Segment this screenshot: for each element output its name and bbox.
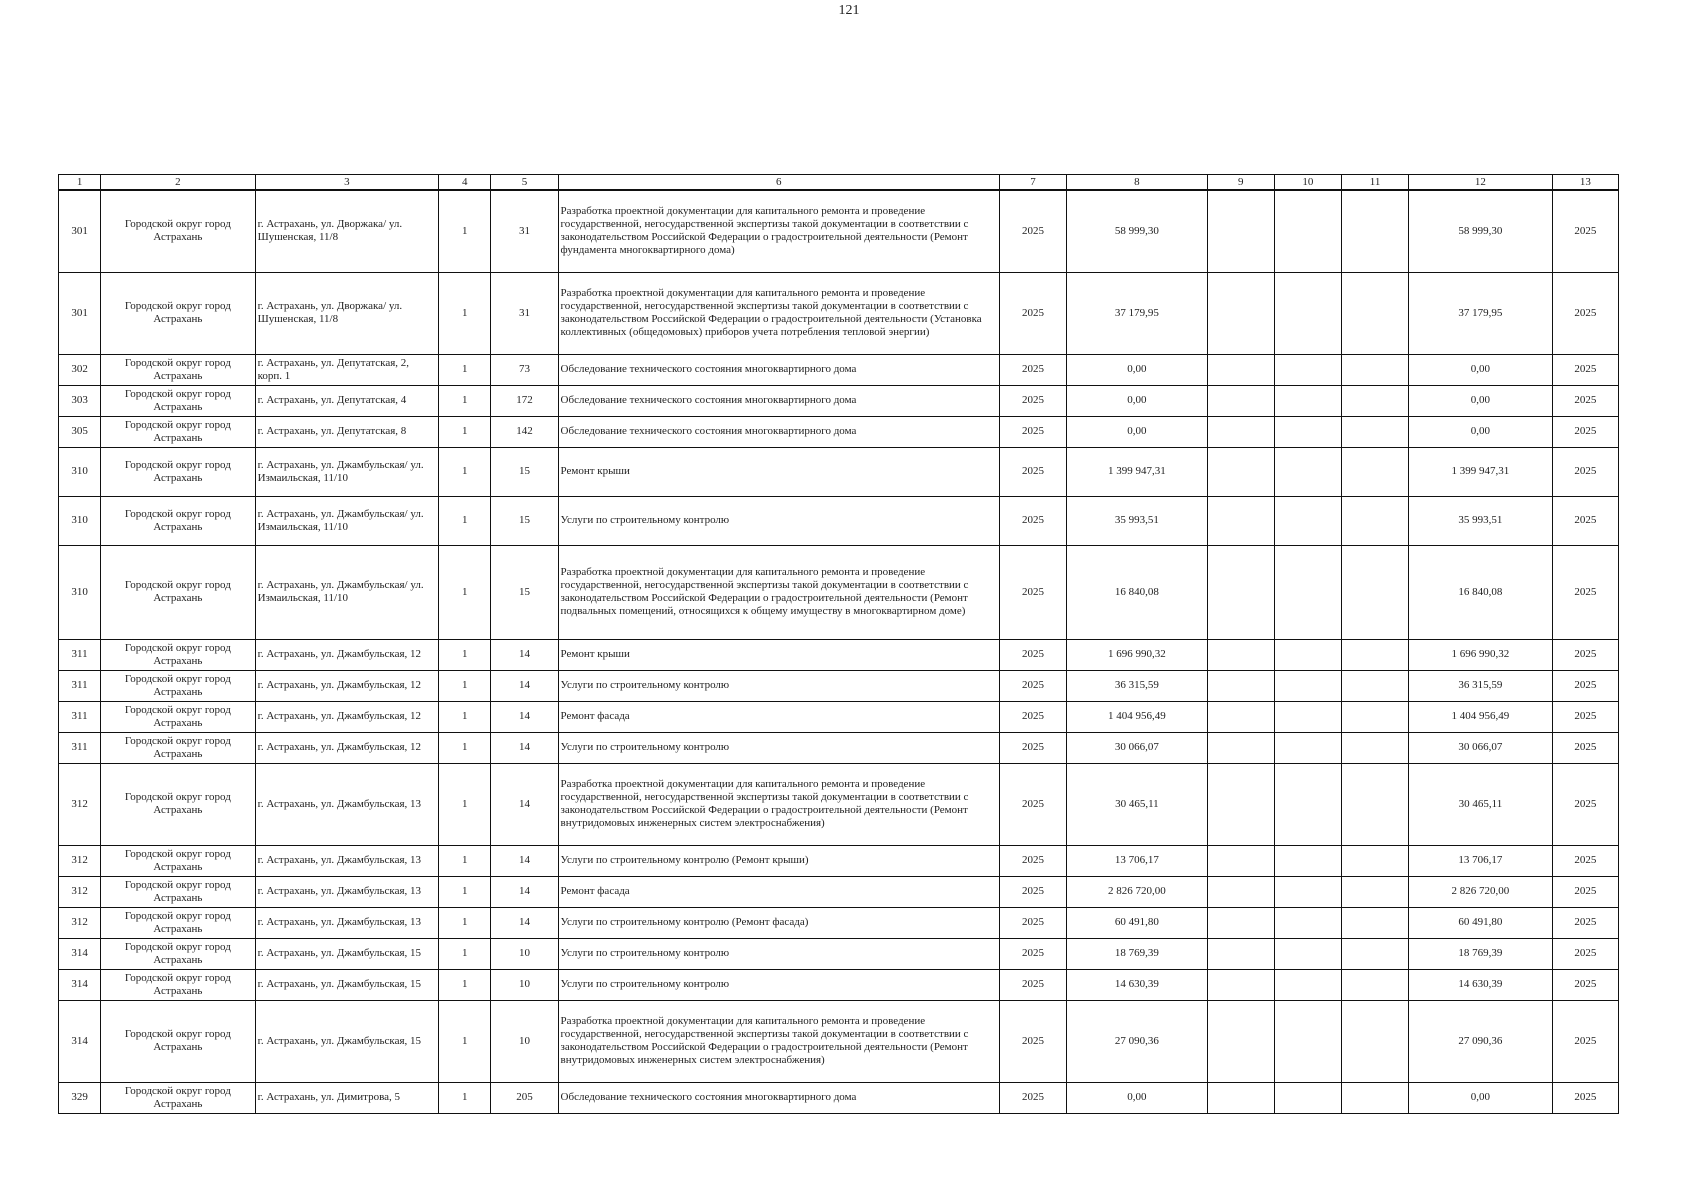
- address-cell: г. Астрахань, ул. Джамбульская, 12: [255, 639, 439, 670]
- col9-cell: [1207, 763, 1274, 845]
- cost-total-cell: 16 840,08: [1409, 545, 1552, 639]
- municipality-cell: Городской округ город Астрахань: [101, 272, 255, 354]
- table-row: [59, 876, 1619, 907]
- cost-total-cell: 0,00: [1409, 354, 1552, 385]
- col4-cell: 1: [439, 701, 491, 732]
- cost-cell: 30 066,07: [1067, 732, 1207, 763]
- work-description-cell: Обследование технического состояния многоквартирного дома: [558, 1082, 999, 1113]
- col10-cell: [1274, 385, 1341, 416]
- year-cell: 2025: [999, 1082, 1066, 1113]
- completion-year-cell: 2025: [1552, 416, 1618, 447]
- row-number: 312: [59, 907, 101, 938]
- col10-cell: [1274, 272, 1341, 354]
- row-number: 312: [59, 763, 101, 845]
- col4-cell: 1: [439, 545, 491, 639]
- column-header-13: 13: [1552, 175, 1618, 191]
- row-number: 310: [59, 447, 101, 496]
- table-row: [59, 701, 1619, 732]
- col4-cell: 1: [439, 907, 491, 938]
- cost-cell: 1 399 947,31: [1067, 447, 1207, 496]
- col9-cell: [1207, 639, 1274, 670]
- col5-cell: 14: [491, 845, 558, 876]
- column-header-12: 12: [1409, 175, 1552, 191]
- year-cell: 2025: [999, 938, 1066, 969]
- cost-cell: 0,00: [1067, 354, 1207, 385]
- row-number: 312: [59, 876, 101, 907]
- col4-cell: 1: [439, 496, 491, 545]
- col10-cell: [1274, 496, 1341, 545]
- cost-cell: 0,00: [1067, 385, 1207, 416]
- municipality-cell: Городской округ город Астрахань: [101, 907, 255, 938]
- col11-cell: [1342, 938, 1409, 969]
- col9-cell: [1207, 969, 1274, 1000]
- year-cell: 2025: [999, 907, 1066, 938]
- col10-cell: [1274, 763, 1341, 845]
- col5-cell: 142: [491, 416, 558, 447]
- col4-cell: 1: [439, 969, 491, 1000]
- column-header-10: 10: [1274, 175, 1341, 191]
- column-header-5: 5: [491, 175, 558, 191]
- col5-cell: 14: [491, 732, 558, 763]
- cost-cell: 18 769,39: [1067, 938, 1207, 969]
- work-description-cell: Разработка проектной документации для капитального ремонта и проведение государственной, негосударственной экспертизы такой документации в соответствии с законодательством Российской Федерации о градостроительной деятельности (Ремонт внутридомовых инженерных систем электроснабжения): [558, 763, 999, 845]
- col9-cell: [1207, 1082, 1274, 1113]
- work-description-cell: Обследование технического состояния многоквартирного дома: [558, 416, 999, 447]
- row-number: 314: [59, 938, 101, 969]
- col5-cell: 15: [491, 496, 558, 545]
- col11-cell: [1342, 1082, 1409, 1113]
- row-number: 311: [59, 732, 101, 763]
- col10-cell: [1274, 1000, 1341, 1082]
- address-cell: г. Астрахань, ул. Джамбульская, 15: [255, 1000, 439, 1082]
- work-description-cell: Разработка проектной документации для капитального ремонта и проведение государственной, негосударственной экспертизы такой документации в соответствии с законодательством Российской Федерации о градостроительной деятельности (Ремонт внутридомовых инженерных систем электроснабжения): [558, 1000, 999, 1082]
- col10-cell: [1274, 876, 1341, 907]
- col10-cell: [1274, 545, 1341, 639]
- completion-year-cell: 2025: [1552, 938, 1618, 969]
- table-row: [59, 907, 1619, 938]
- col5-cell: 14: [491, 876, 558, 907]
- table-row: [59, 545, 1619, 639]
- col11-cell: [1342, 447, 1409, 496]
- table-row: [59, 763, 1619, 845]
- row-number: 301: [59, 190, 101, 272]
- column-header-2: 2: [101, 175, 255, 191]
- municipality-cell: Городской округ город Астрахань: [101, 969, 255, 1000]
- col4-cell: 1: [439, 732, 491, 763]
- municipality-cell: Городской округ город Астрахань: [101, 1000, 255, 1082]
- completion-year-cell: 2025: [1552, 845, 1618, 876]
- col11-cell: [1342, 763, 1409, 845]
- completion-year-cell: 2025: [1552, 969, 1618, 1000]
- municipality-cell: Городской округ город Астрахань: [101, 545, 255, 639]
- col5-cell: 15: [491, 447, 558, 496]
- cost-cell: 35 993,51: [1067, 496, 1207, 545]
- col5-cell: 14: [491, 639, 558, 670]
- col5-cell: 14: [491, 907, 558, 938]
- column-header-8: 8: [1067, 175, 1207, 191]
- year-cell: 2025: [999, 876, 1066, 907]
- col4-cell: 1: [439, 845, 491, 876]
- completion-year-cell: 2025: [1552, 732, 1618, 763]
- cost-total-cell: 35 993,51: [1409, 496, 1552, 545]
- col11-cell: [1342, 907, 1409, 938]
- col10-cell: [1274, 447, 1341, 496]
- cost-cell: 0,00: [1067, 416, 1207, 447]
- work-description-cell: Разработка проектной документации для капитального ремонта и проведение государственной, негосударственной экспертизы такой документации в соответствии с законодательством Российской Федерации о градостроительной деятельности (Ремонт подвальных помещений, относящихся к общему имуществу в многоквартирном доме): [558, 545, 999, 639]
- year-cell: 2025: [999, 272, 1066, 354]
- municipality-cell: Городской округ город Астрахань: [101, 845, 255, 876]
- col10-cell: [1274, 732, 1341, 763]
- cost-cell: 36 315,59: [1067, 670, 1207, 701]
- completion-year-cell: 2025: [1552, 763, 1618, 845]
- municipality-cell: Городской округ город Астрахань: [101, 670, 255, 701]
- row-number: 310: [59, 496, 101, 545]
- col10-cell: [1274, 639, 1341, 670]
- cost-total-cell: 37 179,95: [1409, 272, 1552, 354]
- col4-cell: 1: [439, 354, 491, 385]
- work-description-cell: Обследование технического состояния многоквартирного дома: [558, 354, 999, 385]
- col10-cell: [1274, 416, 1341, 447]
- cost-cell: 30 465,11: [1067, 763, 1207, 845]
- address-cell: г. Астрахань, ул. Дворжака/ ул. Шушенская, 11/8: [255, 190, 439, 272]
- address-cell: г. Астрахань, ул. Джамбульская, 13: [255, 876, 439, 907]
- year-cell: 2025: [999, 496, 1066, 545]
- cost-cell: 37 179,95: [1067, 272, 1207, 354]
- cost-cell: 27 090,36: [1067, 1000, 1207, 1082]
- col11-cell: [1342, 416, 1409, 447]
- address-cell: г. Астрахань, ул. Депутатская, 8: [255, 416, 439, 447]
- cost-total-cell: 27 090,36: [1409, 1000, 1552, 1082]
- completion-year-cell: 2025: [1552, 876, 1618, 907]
- col4-cell: 1: [439, 190, 491, 272]
- col11-cell: [1342, 1000, 1409, 1082]
- address-cell: г. Астрахань, ул. Джамбульская, 13: [255, 763, 439, 845]
- table-row: [59, 272, 1619, 354]
- completion-year-cell: 2025: [1552, 272, 1618, 354]
- row-number: 314: [59, 1000, 101, 1082]
- completion-year-cell: 2025: [1552, 907, 1618, 938]
- year-cell: 2025: [999, 732, 1066, 763]
- year-cell: 2025: [999, 639, 1066, 670]
- table-row: [59, 1000, 1619, 1082]
- completion-year-cell: 2025: [1552, 545, 1618, 639]
- col11-cell: [1342, 354, 1409, 385]
- table-row: [59, 1082, 1619, 1113]
- col4-cell: 1: [439, 639, 491, 670]
- header-row: [59, 175, 1619, 191]
- col10-cell: [1274, 354, 1341, 385]
- col10-cell: [1274, 845, 1341, 876]
- address-cell: г. Астрахань, ул. Джамбульская, 13: [255, 907, 439, 938]
- table-row: [59, 670, 1619, 701]
- municipality-cell: Городской округ город Астрахань: [101, 190, 255, 272]
- completion-year-cell: 2025: [1552, 670, 1618, 701]
- table-row: [59, 938, 1619, 969]
- col4-cell: 1: [439, 670, 491, 701]
- col10-cell: [1274, 190, 1341, 272]
- page-number: 121: [838, 3, 860, 18]
- address-cell: г. Астрахань, ул. Джамбульская, 15: [255, 938, 439, 969]
- col10-cell: [1274, 670, 1341, 701]
- cost-total-cell: 18 769,39: [1409, 938, 1552, 969]
- col4-cell: 1: [439, 876, 491, 907]
- cost-cell: 2 826 720,00: [1067, 876, 1207, 907]
- col9-cell: [1207, 701, 1274, 732]
- table-row: [59, 447, 1619, 496]
- year-cell: 2025: [999, 385, 1066, 416]
- col4-cell: 1: [439, 272, 491, 354]
- cost-cell: 14 630,39: [1067, 969, 1207, 1000]
- col10-cell: [1274, 969, 1341, 1000]
- col11-cell: [1342, 190, 1409, 272]
- year-cell: 2025: [999, 354, 1066, 385]
- table-row: [59, 354, 1619, 385]
- col9-cell: [1207, 1000, 1274, 1082]
- year-cell: 2025: [999, 969, 1066, 1000]
- col11-cell: [1342, 272, 1409, 354]
- col5-cell: 10: [491, 938, 558, 969]
- cost-total-cell: 58 999,30: [1409, 190, 1552, 272]
- column-header-1: 1: [59, 175, 101, 191]
- completion-year-cell: 2025: [1552, 385, 1618, 416]
- col11-cell: [1342, 639, 1409, 670]
- col9-cell: [1207, 354, 1274, 385]
- col4-cell: 1: [439, 1000, 491, 1082]
- col11-cell: [1342, 545, 1409, 639]
- row-number: 314: [59, 969, 101, 1000]
- cost-total-cell: 14 630,39: [1409, 969, 1552, 1000]
- table-row: [59, 845, 1619, 876]
- cost-cell: 0,00: [1067, 1082, 1207, 1113]
- col11-cell: [1342, 670, 1409, 701]
- address-cell: г. Астрахань, ул. Джамбульская/ ул. Измаильская, 11/10: [255, 545, 439, 639]
- col9-cell: [1207, 447, 1274, 496]
- row-number: 311: [59, 670, 101, 701]
- cost-total-cell: 2 826 720,00: [1409, 876, 1552, 907]
- column-header-7: 7: [999, 175, 1066, 191]
- year-cell: 2025: [999, 845, 1066, 876]
- cost-total-cell: 1 399 947,31: [1409, 447, 1552, 496]
- row-number: 301: [59, 272, 101, 354]
- column-header-9: 9: [1207, 175, 1274, 191]
- cost-total-cell: 1 696 990,32: [1409, 639, 1552, 670]
- year-cell: 2025: [999, 763, 1066, 845]
- capital-repair-table: [58, 174, 1619, 1114]
- work-description-cell: Услуги по строительному контролю: [558, 938, 999, 969]
- row-number: 311: [59, 639, 101, 670]
- year-cell: 2025: [999, 701, 1066, 732]
- municipality-cell: Городской округ город Астрахань: [101, 763, 255, 845]
- cost-total-cell: 36 315,59: [1409, 670, 1552, 701]
- work-description-cell: Услуги по строительному контролю: [558, 969, 999, 1000]
- municipality-cell: Городской округ город Астрахань: [101, 1082, 255, 1113]
- col9-cell: [1207, 938, 1274, 969]
- work-description-cell: Обследование технического состояния многоквартирного дома: [558, 385, 999, 416]
- municipality-cell: Городской округ город Астрахань: [101, 354, 255, 385]
- col5-cell: 14: [491, 701, 558, 732]
- work-description-cell: Услуги по строительному контролю (Ремонт крыши): [558, 845, 999, 876]
- work-description-cell: Услуги по строительному контролю: [558, 670, 999, 701]
- table-row: [59, 190, 1619, 272]
- row-number: 312: [59, 845, 101, 876]
- address-cell: г. Астрахань, ул. Депутатская, 4: [255, 385, 439, 416]
- cost-total-cell: 60 491,80: [1409, 907, 1552, 938]
- col9-cell: [1207, 907, 1274, 938]
- municipality-cell: Городской округ город Астрахань: [101, 385, 255, 416]
- col4-cell: 1: [439, 385, 491, 416]
- col9-cell: [1207, 190, 1274, 272]
- col10-cell: [1274, 701, 1341, 732]
- municipality-cell: Городской округ город Астрахань: [101, 496, 255, 545]
- table-row: [59, 969, 1619, 1000]
- col5-cell: 73: [491, 354, 558, 385]
- cost-total-cell: 13 706,17: [1409, 845, 1552, 876]
- address-cell: г. Астрахань, ул. Джамбульская, 12: [255, 732, 439, 763]
- year-cell: 2025: [999, 447, 1066, 496]
- address-cell: г. Астрахань, ул. Депутатская, 2, корп. 1: [255, 354, 439, 385]
- col9-cell: [1207, 845, 1274, 876]
- col4-cell: 1: [439, 763, 491, 845]
- col11-cell: [1342, 845, 1409, 876]
- col5-cell: 205: [491, 1082, 558, 1113]
- completion-year-cell: 2025: [1552, 496, 1618, 545]
- col5-cell: 14: [491, 763, 558, 845]
- col5-cell: 31: [491, 190, 558, 272]
- col4-cell: 1: [439, 1082, 491, 1113]
- cost-cell: 16 840,08: [1067, 545, 1207, 639]
- column-header-3: 3: [255, 175, 439, 191]
- work-description-cell: Ремонт фасада: [558, 701, 999, 732]
- col5-cell: 14: [491, 670, 558, 701]
- col9-cell: [1207, 732, 1274, 763]
- work-description-cell: Разработка проектной документации для капитального ремонта и проведение государственной, негосударственной экспертизы такой документации в соответствии с законодательством Российской Федерации о градостроительной деятельности (Ремонт фундамента многоквартирного дома): [558, 190, 999, 272]
- work-description-cell: Ремонт крыши: [558, 639, 999, 670]
- municipality-cell: Городской округ город Астрахань: [101, 701, 255, 732]
- col11-cell: [1342, 732, 1409, 763]
- municipality-cell: Городской округ город Астрахань: [101, 639, 255, 670]
- col9-cell: [1207, 670, 1274, 701]
- address-cell: г. Астрахань, ул. Джамбульская, 12: [255, 670, 439, 701]
- completion-year-cell: 2025: [1552, 701, 1618, 732]
- work-description-cell: Ремонт фасада: [558, 876, 999, 907]
- work-description-cell: Разработка проектной документации для капитального ремонта и проведение государственной, негосударственной экспертизы такой документации в соответствии с законодательством Российской Федерации о градостроительной деятельности (Установка коллективных (общедомовых) приборов учета потребления тепловой энергии): [558, 272, 999, 354]
- col4-cell: 1: [439, 447, 491, 496]
- row-number: 305: [59, 416, 101, 447]
- col5-cell: 31: [491, 272, 558, 354]
- cost-total-cell: 0,00: [1409, 1082, 1552, 1113]
- work-description-cell: Услуги по строительному контролю: [558, 496, 999, 545]
- cost-cell: 58 999,30: [1067, 190, 1207, 272]
- col11-cell: [1342, 385, 1409, 416]
- col5-cell: 10: [491, 1000, 558, 1082]
- column-header-6: 6: [558, 175, 999, 191]
- col9-cell: [1207, 496, 1274, 545]
- table-body: [59, 190, 1619, 1113]
- work-description-cell: Услуги по строительному контролю (Ремонт фасада): [558, 907, 999, 938]
- address-cell: г. Астрахань, ул. Джамбульская/ ул. Измаильская, 11/10: [255, 496, 439, 545]
- municipality-cell: Городской округ город Астрахань: [101, 732, 255, 763]
- completion-year-cell: 2025: [1552, 1082, 1618, 1113]
- col11-cell: [1342, 701, 1409, 732]
- address-cell: г. Астрахань, ул. Джамбульская, 15: [255, 969, 439, 1000]
- row-number: 302: [59, 354, 101, 385]
- year-cell: 2025: [999, 1000, 1066, 1082]
- municipality-cell: Городской округ город Астрахань: [101, 938, 255, 969]
- col9-cell: [1207, 876, 1274, 907]
- address-cell: г. Астрахань, ул. Джамбульская, 12: [255, 701, 439, 732]
- cost-cell: 1 696 990,32: [1067, 639, 1207, 670]
- row-number: 311: [59, 701, 101, 732]
- cost-total-cell: 30 465,11: [1409, 763, 1552, 845]
- cost-cell: 60 491,80: [1067, 907, 1207, 938]
- col4-cell: 1: [439, 938, 491, 969]
- cost-total-cell: 0,00: [1409, 416, 1552, 447]
- col9-cell: [1207, 416, 1274, 447]
- col11-cell: [1342, 876, 1409, 907]
- col9-cell: [1207, 385, 1274, 416]
- cost-cell: 13 706,17: [1067, 845, 1207, 876]
- work-description-cell: Ремонт крыши: [558, 447, 999, 496]
- row-number: 310: [59, 545, 101, 639]
- cost-total-cell: 30 066,07: [1409, 732, 1552, 763]
- col5-cell: 10: [491, 969, 558, 1000]
- col5-cell: 15: [491, 545, 558, 639]
- cost-total-cell: 0,00: [1409, 385, 1552, 416]
- cost-total-cell: 1 404 956,49: [1409, 701, 1552, 732]
- address-cell: г. Астрахань, ул. Димитрова, 5: [255, 1082, 439, 1113]
- col10-cell: [1274, 1082, 1341, 1113]
- column-header-4: 4: [439, 175, 491, 191]
- year-cell: 2025: [999, 670, 1066, 701]
- col9-cell: [1207, 545, 1274, 639]
- col11-cell: [1342, 496, 1409, 545]
- col10-cell: [1274, 907, 1341, 938]
- completion-year-cell: 2025: [1552, 639, 1618, 670]
- year-cell: 2025: [999, 190, 1066, 272]
- row-number: 329: [59, 1082, 101, 1113]
- address-cell: г. Астрахань, ул. Джамбульская/ ул. Измаильская, 11/10: [255, 447, 439, 496]
- table-row: [59, 732, 1619, 763]
- municipality-cell: Городской округ город Астрахань: [101, 447, 255, 496]
- address-cell: г. Астрахань, ул. Дворжака/ ул. Шушенская, 11/8: [255, 272, 439, 354]
- year-cell: 2025: [999, 416, 1066, 447]
- completion-year-cell: 2025: [1552, 447, 1618, 496]
- col11-cell: [1342, 969, 1409, 1000]
- col4-cell: 1: [439, 416, 491, 447]
- col10-cell: [1274, 938, 1341, 969]
- municipality-cell: Городской округ город Астрахань: [101, 876, 255, 907]
- table-row: [59, 496, 1619, 545]
- completion-year-cell: 2025: [1552, 354, 1618, 385]
- completion-year-cell: 2025: [1552, 190, 1618, 272]
- table-row: [59, 639, 1619, 670]
- table-row: [59, 385, 1619, 416]
- year-cell: 2025: [999, 545, 1066, 639]
- col5-cell: 172: [491, 385, 558, 416]
- address-cell: г. Астрахань, ул. Джамбульская, 13: [255, 845, 439, 876]
- table-row: [59, 416, 1619, 447]
- column-header-11: 11: [1342, 175, 1409, 191]
- work-description-cell: Услуги по строительному контролю: [558, 732, 999, 763]
- municipality-cell: Городской округ город Астрахань: [101, 416, 255, 447]
- row-number: 303: [59, 385, 101, 416]
- col9-cell: [1207, 272, 1274, 354]
- cost-cell: 1 404 956,49: [1067, 701, 1207, 732]
- completion-year-cell: 2025: [1552, 1000, 1618, 1082]
